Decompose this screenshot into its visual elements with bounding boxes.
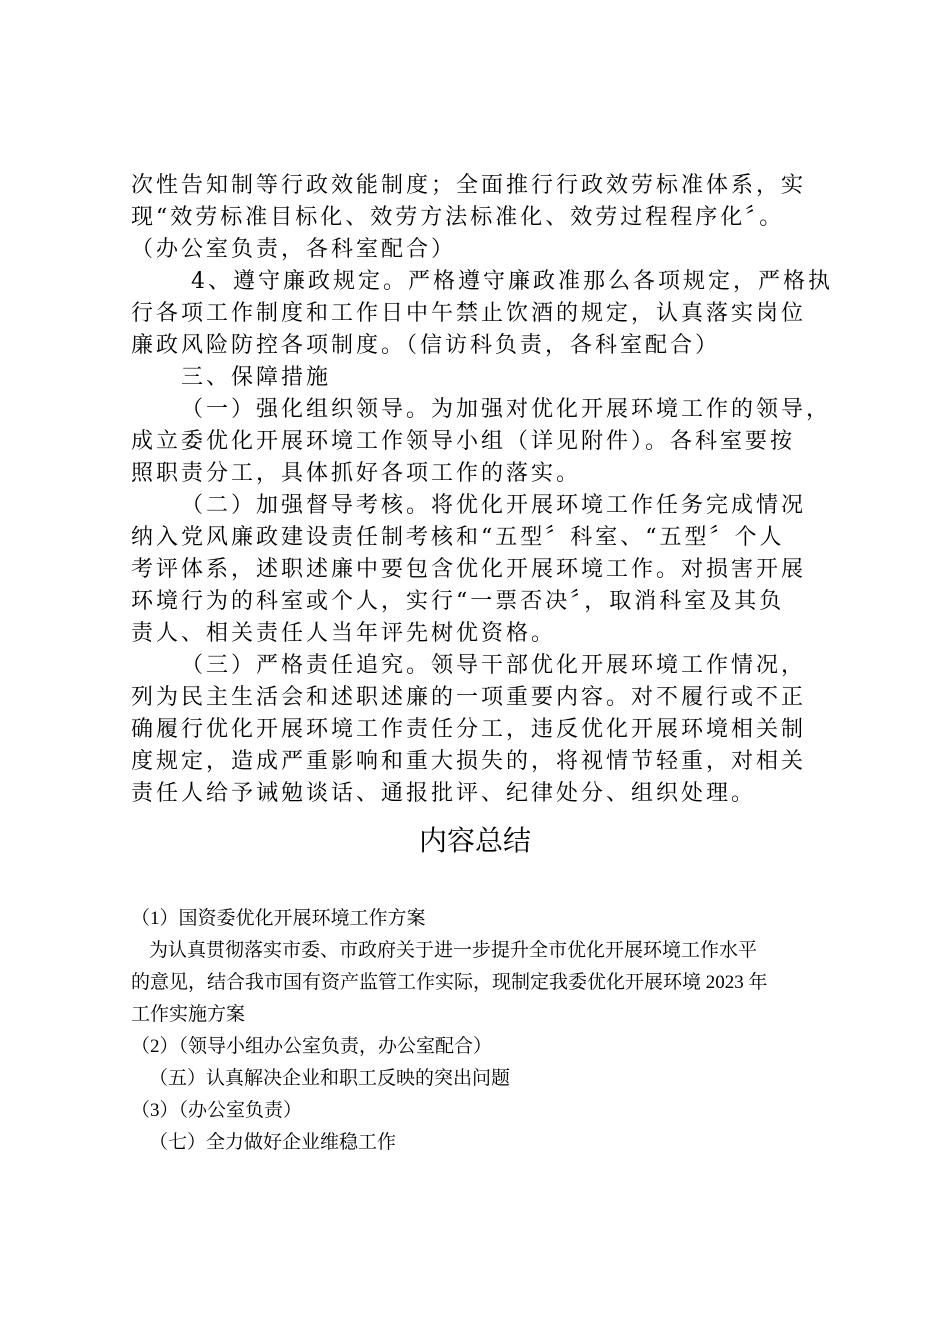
body-line: 现“效劳标准目标化、效劳方法标准化、效劳过程程序化〞。 xyxy=(131,205,785,230)
summary-line: （2）（领导小组办公室负责，办公室配合） xyxy=(131,1036,493,1057)
body-line: 责任人给予诫勉谈话、通报批评、纪律处分、组织处理。 xyxy=(131,781,757,806)
body-line: 确履行优化开展环境工作责任分工，违反优化开展环境相关制 xyxy=(131,717,807,742)
body-line: 考评体系，述职述廉中要包含优化开展环境工作。对损害开展 xyxy=(131,557,807,582)
section-heading: 三、保障措施 xyxy=(181,365,332,390)
body-line: （一）强化组织领导。为加强对优化开展环境工作的领导， xyxy=(181,397,832,422)
summary-line: （五）认真解决企业和职工反映的突出问题 xyxy=(149,1068,511,1089)
summary-line: 的意见，结合我市国有资产监管工作实际，现制定我委优化开展环境 2023 年 xyxy=(131,972,768,993)
body-line: 度规定，造成严重影响和重大损失的，将视情节轻重，对相关 xyxy=(131,749,807,774)
body-line: （二）加强督导考核。将优化开展环境工作任务完成情况 xyxy=(181,493,807,518)
body-line: （办公室负责，各科室配合） xyxy=(131,237,457,262)
body-line: （三）严格责任追究。领导干部优化开展环境工作情况， xyxy=(181,653,807,678)
body-line: 责人、相关责任人当年评先树优资格。 xyxy=(131,621,557,646)
body-line: 照职责分工，具体抓好各项工作的落实。 xyxy=(131,461,582,486)
summary-line: （1）国资委优化开展环境工作方案 xyxy=(131,908,426,929)
body-line: 4、遵守廉政规定。严格遵守廉政准那么各项规定，严格执 xyxy=(191,269,833,294)
summary-line: （七）全力做好企业维稳工作 xyxy=(149,1132,397,1153)
summary-line: （3）（办公室负责） xyxy=(131,1100,303,1121)
summary-line: 为认真贯彻落实市委、市政府关于进一步提升全市优化开展环境工作水平 xyxy=(149,940,758,961)
body-line: 廉政风险防控各项制度。（信访科负责，各科室配合） xyxy=(131,333,721,358)
body-line: 次性告知制等行政效能制度；全面推行行政效劳标准体系，实 xyxy=(131,173,807,198)
body-line: 行各项工作制度和工作日中午禁止饮酒的规定，认真落实岗位 xyxy=(131,301,807,326)
body-line: 环境行为的科室或个人，实行“一票否决〞，取消科室及其负 xyxy=(131,589,785,614)
summary-line: 工作实施方案 xyxy=(131,1004,246,1025)
summary-title: 内容总结 xyxy=(418,826,531,857)
body-line: 成立委优化开展环境工作领导小组（详见附件）。各科室要按 xyxy=(131,429,796,454)
body-line: 纳入党风廉政建设责任制考核和“五型〞科室、“五型〞个人 xyxy=(131,525,785,550)
body-line: 列为民主生活会和述职述廉的一项重要内容。对不履行或不正 xyxy=(131,685,807,710)
